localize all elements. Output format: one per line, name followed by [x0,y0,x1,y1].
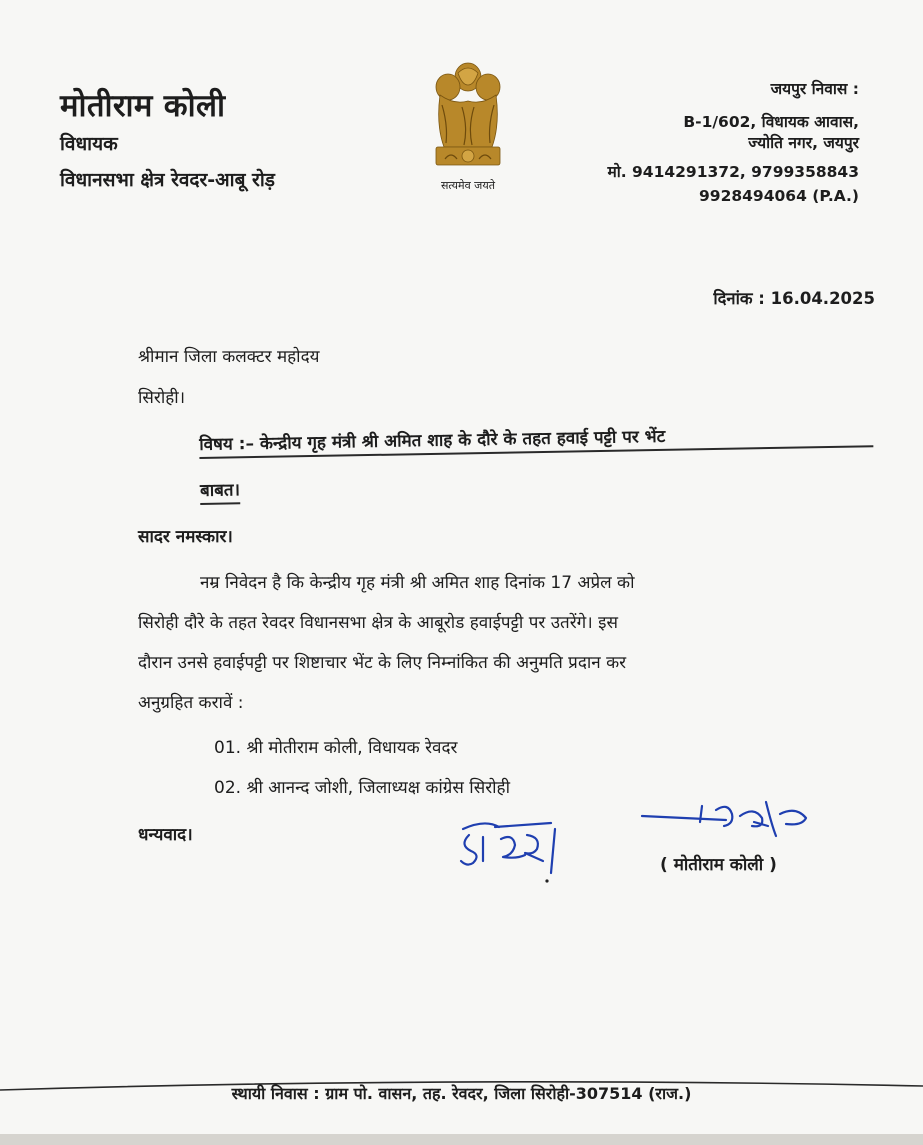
sender-designation: विधायक [60,133,118,155]
subject-line-2: बाबत। [200,477,240,505]
recipient-title: श्रीमान जिला कलक्टर महोदय [138,347,320,367]
signatory-name: ( मोतीराम कोली ) [660,855,777,875]
recipient-place: सिरोही। [138,388,186,408]
body-line: सिरोही दौरे के तहत रेवदर विधानसभा क्षेत्र के आबूरोड हवाईपट्टी पर उतरेंगे। इस [138,613,618,633]
signature [636,796,816,858]
greeting: सादर नमस्कार। [138,527,233,547]
page-bottom-edge [0,1134,923,1145]
permanent-address-footer: स्थायी निवास : ग्राम पो. वासन, तह. रेवदर, जिला सिरोही-307514 (राज.) [231,1084,692,1103]
closing-thanks: धन्यवाद। [138,825,193,845]
address-line1: B-1/602, विधायक आवास, [683,113,859,131]
list-item: 01. श्री मोतीराम कोली, विधायक रेवदर [214,738,458,758]
body-line: अनुग्रहित करावें : [138,693,244,713]
sender-constituency: विधानसभा क्षेत्र रेवदर-आबू रोड़ [60,169,275,191]
pa-phone-number: 9928494064 (P.A.) [699,187,859,205]
subject-block [199,420,880,505]
body-line: दौरान उनसे हवाईपट्टी पर शिष्टाचार भेंट के लिए निम्नांकित की अनुमति प्रदान कर [138,653,627,673]
sender-name: मोतीराम कोली [60,88,226,124]
list-item: 02. श्री आनन्द जोशी, जिलाध्यक्ष कांग्रेस सिरोही [214,778,510,798]
address-line2: ज्योति नगर, जयपुर [748,134,859,152]
letter-date: दिनांक : 16.04.2025 [713,289,875,308]
handwritten-sadar-note [455,815,565,885]
emblem-motto: सत्यमेव जयते [440,179,495,192]
body-paragraph [138,563,878,723]
address-label: जयपुर निवास : [770,80,859,98]
phone-numbers: मो. 9414291372, 9799358843 [607,163,859,181]
subject-line-1: विषय :– केन्द्रीय गृह मंत्री श्री अमित शाह के दौरे के तहत हवाई पट्टी पर भेंट [199,420,873,459]
body-line: नम्र निवेदन है कि केन्द्रीय गृह मंत्री श्री अमित शाह दिनांक 17 अप्रेल को [200,573,635,593]
